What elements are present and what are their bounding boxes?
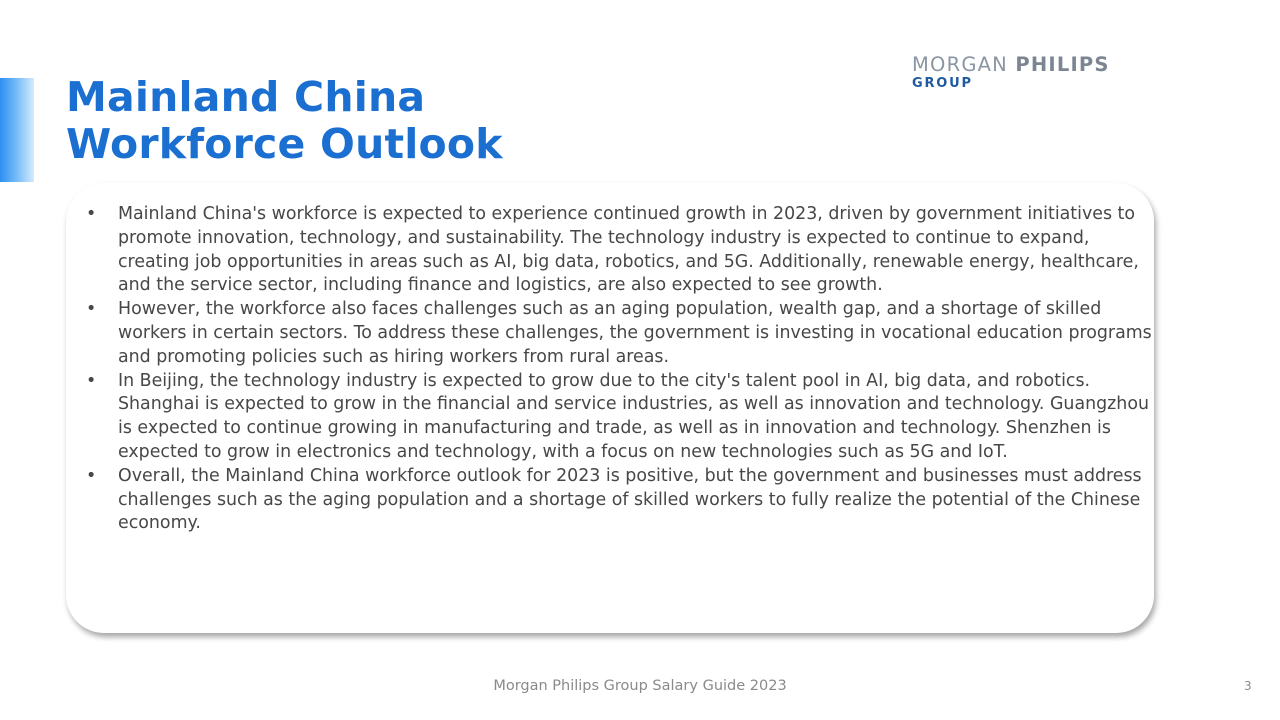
logo-word-morgan: MORGAN [912, 53, 1008, 76]
content-card [66, 183, 1154, 633]
bullet-list [66, 203, 1156, 536]
page-title-line-1: Mainland China [66, 73, 426, 121]
bullet-dot-icon: • [86, 370, 97, 391]
logo-word-group: GROUP [912, 76, 973, 91]
bullet-dot-icon: • [86, 299, 97, 320]
bullet-text: In Beijing, the technology industry is expected to grow due to the city's talent pool in AI, big data, and robotics. Shanghai is expected to grow in the financial and service industries, as well as innovation and technology. Guangzhou is expected to continue growing in manufacturing and trade, as well as in innovation and technology. Shenzhen is expected to grow in electronics and technology, with a focus on new technologies such as 5G and IoT. [118, 370, 1149, 462]
bullet-item [66, 203, 1156, 298]
bullet-item [66, 370, 1156, 465]
footer-text: Morgan Philips Group Salary Guide 2023 [493, 678, 787, 694]
bullet-item [66, 465, 1156, 536]
bullet-text: However, the workforce also faces challenges such as an aging population, wealth gap, and a shortage of skilled workers in certain sectors. To address these challenges, the government is investing in vocational education programs and promoting policies such as hiring workers from rural areas. [118, 299, 1152, 367]
title-accent-bar [0, 78, 34, 182]
bullet-dot-icon: • [86, 465, 97, 486]
page-title-line-2: Workforce Outlook [66, 120, 503, 168]
page-number: 3 [1244, 679, 1252, 693]
logo-word-philips: PHILIPS [1015, 53, 1110, 76]
bullet-text: Overall, the Mainland China workforce outlook for 2023 is positive, but the government and businesses must address challenges such as the aging population and a shortage of skilled workers to fully realize the potential of the Chinese economy. [118, 465, 1142, 534]
company-logo [912, 54, 1212, 91]
bullet-item [66, 298, 1156, 369]
bullet-text: Mainland China's workforce is expected to experience continued growth in 2023, driven by government initiatives to promote innovation, technology, and sustainability. The technology industry is expected to continue to expand, creating job opportunities in areas such as AI, big data, robotics, and 5G. Additionally, renewable energy, healthcare, and the service sector, including finance and logistics, are also expected to see growth. [118, 204, 1139, 296]
page-title [66, 74, 503, 168]
bullet-dot-icon: • [86, 204, 97, 224]
logo-wordmark [912, 54, 1212, 76]
